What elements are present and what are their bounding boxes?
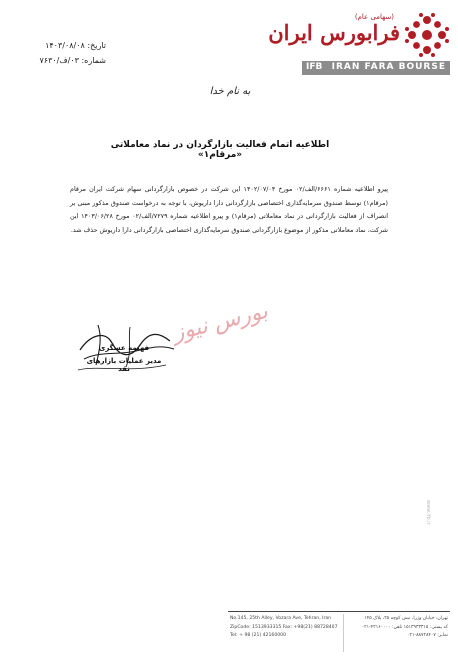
side-url: www.ifb.ir bbox=[425, 500, 431, 525]
logo-bar bbox=[302, 61, 450, 75]
logo-subtitle: (سهامی عام) bbox=[354, 13, 394, 21]
ifb-emblem-icon bbox=[404, 12, 450, 58]
signatory-role: مدیر عملیات بازارهای نقد bbox=[86, 357, 162, 373]
footer-address-en bbox=[230, 615, 348, 641]
footer-fa-line: کد پستی: ۱۵۱۳۹۳۳۳۱۵ تلفن: ۴۲۱۶۰۰۰۰-۰۲۱ bbox=[361, 624, 448, 630]
announcement-body: پیرو اطلاعیه شماره ۶۶۶۱/الف/۰۲ مورخ ۱۴۰۲/۰۷/۰۴ این شرکت در خصوص بازارگردانی سهام شرکت ایران مرقام (مرقام۱) توسط صندوق سرمایه‌گذاری اختصاصی بازارگردانی دارا داریوش، با توجه به درخواست صندوق مذکور مبنی بر انصراف از فعالیت بازارگردانی در نماد معاملاتی (مرقام۱) و پیرو اطلاعیه شماره ۷۲۷۹/الف/۰۲ مورخ ۱۴۰۳/۰۶/۲۸ این شرکت، نماد معاملاتی مذکور از موضوع بازارگردانی صندوق سرمایه‌گذاری اختصاصی بازارگردانی دارا داریوش حذف شد. bbox=[70, 185, 389, 234]
signatory-name: فهیمه عسگری bbox=[98, 344, 150, 352]
footer-address-fa bbox=[342, 615, 448, 641]
basmala: به نام خدا bbox=[209, 86, 251, 97]
footer-en-line: No.145, 25th Alley, Vozara Ave, Tehran, Iran bbox=[230, 616, 332, 621]
letter-date: تاریخ: ۱۴۰۳/۰۸/۰۸ bbox=[45, 41, 106, 50]
logo-title: فرابورس ایران bbox=[268, 20, 400, 45]
announcement-title: اطلاعیه اتمام فعالیت بازارگردان در نماد معاملاتی «مرقام۱» bbox=[110, 140, 330, 160]
footer-fa-line: تهران، خیابان وزرا، نبش کوچه ۲۵، پلاک ۱۴۵ bbox=[364, 616, 448, 621]
logo-name: IRAN FARA BOURSE bbox=[331, 62, 446, 72]
letter-meta bbox=[36, 38, 106, 68]
logo-code: IFB bbox=[306, 62, 323, 72]
footer-divider bbox=[228, 611, 450, 612]
company-logo bbox=[268, 10, 452, 72]
watermark-text: بورس نیوز bbox=[170, 298, 271, 347]
letter-number: شماره: ۰۳/ف/۷۶۳۰ bbox=[39, 56, 106, 65]
footer-en-line: ZipCode: 1513933315 Fax: +98(21) 88728407 bbox=[230, 624, 338, 630]
footer-en-line: Tel: + 98 (21) 42160000 bbox=[230, 633, 287, 638]
footer-fa-line: نمابر: ۸۸۷۲۸۴۰۷-۰۲۱ bbox=[407, 633, 448, 638]
